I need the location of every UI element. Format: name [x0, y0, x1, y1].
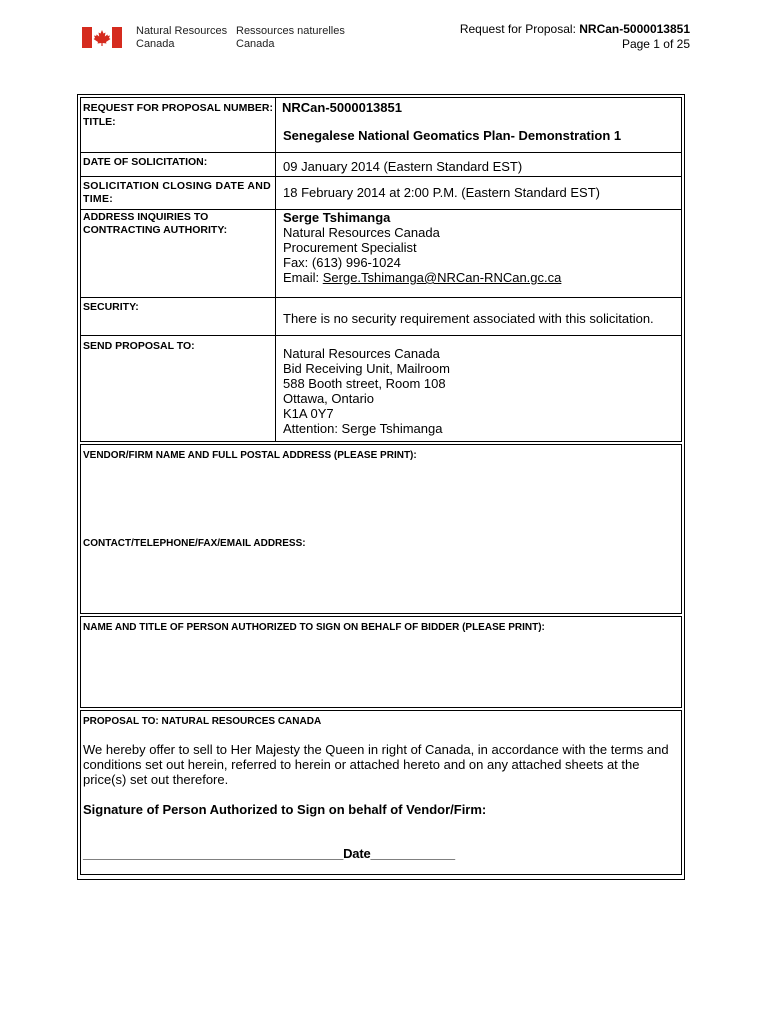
proposal-section — [80, 710, 682, 875]
rfp-details-table — [80, 97, 682, 442]
closing-date-value: 18 February 2014 at 2:00 P.M. (Eastern Standard EST) — [283, 185, 600, 200]
contracting-authority-contact — [283, 210, 561, 285]
closing-date-label: SOLICITATION CLOSING DATE AND TIME: — [83, 180, 271, 205]
contact-name: Serge Tshimanga — [283, 210, 391, 225]
security-label: SECURITY: — [83, 301, 139, 313]
vendor-name-label: VENDOR/FIRM NAME AND FULL POSTAL ADDRESS (PLEASE PRINT): — [83, 450, 417, 461]
page-header — [460, 22, 690, 52]
security-value: There is no security requirement associated with this solicitation. — [283, 311, 654, 326]
send-proposal-address — [283, 346, 450, 436]
page-number: Page 1 of 25 — [621, 37, 690, 51]
vendor-info-section — [80, 444, 682, 614]
inquiries-label: ADDRESS INQUIRIES TO CONTRACTING AUTHORITY: — [83, 211, 228, 236]
signature-label: Signature of Person Authorized to Sign on behalf of Vendor/Firm: — [83, 802, 487, 817]
rfp-form-frame — [77, 94, 685, 880]
signature-date-line: _____________________________________Date____________ — [83, 846, 455, 861]
department-name-french: Ressources naturelles Canada — [236, 25, 345, 50]
rfp-number-label: REQUEST FOR PROPOSAL NUMBER: — [83, 102, 273, 114]
address-line: Attention: Serge Tshimanga — [283, 421, 443, 436]
authorized-person-section — [80, 616, 682, 708]
vendor-contact-label: CONTACT/TELEPHONE/FAX/EMAIL ADDRESS: — [83, 538, 306, 549]
canada-flag-icon — [82, 27, 122, 48]
address-line: 588 Booth street, Room 108 — [283, 376, 446, 391]
rfp-number-value: NRCan-5000013851 — [282, 100, 402, 115]
contact-role: Procurement Specialist — [283, 240, 417, 255]
authorized-person-label: NAME AND TITLE OF PERSON AUTHORIZED TO SIGN ON BEHALF OF BIDDER (PLEASE PRINT): — [83, 622, 545, 633]
address-line: K1A 0Y7 — [283, 406, 334, 421]
department-name-english: Natural Resources Canada — [136, 25, 228, 50]
title-value: Senegalese National Geomatics Plan- Demonstration 1 — [283, 128, 622, 143]
rfp-header-line: Request for Proposal: NRCan-5000013851 — [459, 22, 690, 36]
title-label: TITLE: — [83, 116, 116, 128]
contact-fax: Fax: (613) 996-1024 — [283, 255, 401, 270]
nrcan-logo — [82, 25, 352, 55]
send-proposal-label: SEND PROPOSAL TO: — [83, 340, 195, 352]
contact-email-link[interactable]: Serge.Tshimanga@NRCan-RNCan.gc.ca — [322, 270, 562, 285]
date-of-solicitation-label: DATE OF SOLICITATION: — [83, 156, 208, 168]
offer-paragraph: We hereby offer to sell to Her Majesty the Queen in right of Canada, in accordance with the terms and conditions set out herein, referred to herein or attached hereto and on any attached sheets at the price(s) set out therefore. — [83, 742, 669, 787]
address-line: Bid Receiving Unit, Mailroom — [283, 361, 450, 376]
address-line: Ottawa, Ontario — [283, 391, 375, 406]
contact-org: Natural Resources Canada — [283, 225, 440, 240]
contact-email-line: Email: Serge.Tshimanga@NRCan-RNCan.gc.ca — [283, 270, 562, 285]
address-line: Natural Resources Canada — [283, 346, 440, 361]
date-of-solicitation-value: 09 January 2014 (Eastern Standard EST) — [283, 159, 523, 174]
proposal-to-label: PROPOSAL TO: NATURAL RESOURCES CANADA — [83, 716, 322, 727]
